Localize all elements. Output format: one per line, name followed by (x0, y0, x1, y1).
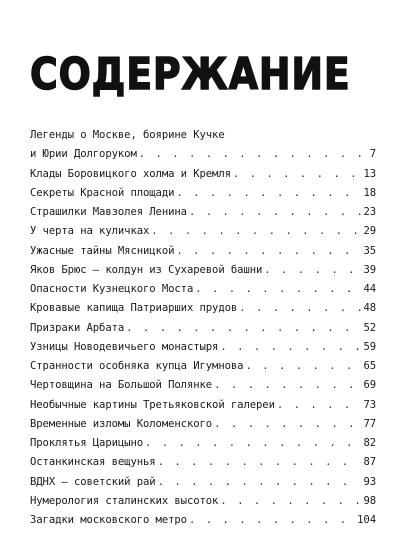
dot-leader (151, 222, 361, 241)
toc-page-number: 82 (363, 437, 376, 449)
toc-entry-title: ВДНХ – советский рай (30, 475, 156, 488)
dot-leader (220, 492, 361, 511)
toc-page-number: 104 (357, 514, 376, 526)
toc-page-number: 7 (369, 148, 376, 161)
dot-leader (239, 299, 361, 318)
toc-entry-line (30, 203, 376, 222)
toc-entry-line (30, 222, 376, 241)
dot-leader (189, 203, 361, 222)
toc-entry-line (30, 434, 376, 453)
toc-entry (30, 357, 376, 376)
dot-leader (220, 338, 361, 357)
dot-leader (189, 511, 355, 530)
toc-entry (30, 434, 376, 453)
dot-leader (145, 434, 361, 453)
toc-entry (30, 126, 376, 165)
toc-page-number: 39 (363, 263, 376, 276)
toc-entry (30, 473, 376, 492)
toc-entry (30, 261, 376, 280)
toc-page-number: 18 (363, 186, 376, 199)
toc-page-number: 59 (363, 340, 376, 353)
toc-entry-title: Останкинская вещунья (30, 456, 156, 469)
toc-entry-title: Необычные картины Третьяковской галереи (30, 398, 275, 411)
dot-leader (158, 473, 362, 492)
toc-entry-title: У черта на куличках (30, 225, 150, 238)
toc-page-number: 29 (363, 225, 376, 238)
toc-entry (30, 242, 376, 261)
toc-entry-line (30, 145, 376, 164)
toc-entry (30, 299, 376, 318)
toc-entry-title: Ужасные тайны Мясницкой (30, 244, 175, 257)
toc-entry-line (30, 319, 376, 338)
toc-entry-title: Узницы Новодевичьего монастыря (30, 340, 219, 353)
toc-page-number: 98 (363, 494, 376, 507)
toc-entry-title: Легенды о Москве, боярине Кучке (30, 129, 225, 141)
toc-entry-title: Опасности Кузнецкого Моста (30, 283, 194, 295)
table-of-contents (30, 126, 376, 530)
toc-entry (30, 184, 376, 203)
toc-entry (30, 338, 376, 357)
toc-entry-line (30, 376, 376, 395)
dot-leader (176, 242, 361, 261)
toc-page-number: 35 (363, 244, 376, 257)
dot-leader (195, 280, 361, 299)
toc-entry-line (30, 357, 376, 376)
toc-entry-title: Проклятья Царицыно (30, 437, 144, 449)
toc-entry-title: Яков Брюс – колдун из Сухаревой башни (30, 263, 263, 276)
toc-entry-title: Призраки Арбата (30, 321, 125, 334)
toc-page-number: 69 (363, 379, 376, 392)
toc-entry-line (30, 338, 376, 357)
toc-entry-line (30, 453, 376, 472)
toc-entry (30, 396, 376, 415)
toc-entry-line (30, 184, 376, 203)
toc-entry (30, 511, 376, 530)
toc-entry-title: и Юрии Долгоруком (30, 148, 137, 161)
dot-leader (126, 319, 361, 338)
toc-entry-line (30, 473, 376, 492)
title-block (30, 44, 370, 106)
toc-entry-title: Чертовщина на Большой Полянке (30, 379, 213, 392)
toc-page-number: 87 (363, 456, 376, 469)
toc-entry-line (30, 126, 376, 145)
toc-page-number: 93 (363, 475, 376, 488)
toc-entry-title: Странности особняка купца Игумнова (30, 360, 244, 372)
dot-leader (277, 396, 362, 415)
toc-page-number: 77 (363, 417, 376, 430)
toc-entry (30, 376, 376, 395)
toc-page-number: 44 (363, 283, 376, 295)
dot-leader (139, 145, 368, 164)
toc-entry-line (30, 511, 376, 530)
toc-entry (30, 415, 376, 434)
toc-page-number: 52 (363, 321, 376, 334)
toc-entry-title: Временные изломы Коломенского (30, 417, 213, 430)
toc-entry-line (30, 415, 376, 434)
toc-entry-line (30, 242, 376, 261)
dot-leader (264, 261, 361, 280)
toc-entry (30, 492, 376, 511)
toc-entry-title: Кровавые капища Патриарших прудов (30, 302, 238, 315)
toc-entry-line (30, 280, 376, 299)
toc-page-number: 65 (363, 360, 376, 372)
toc-entry (30, 453, 376, 472)
toc-entry-line (30, 165, 376, 184)
toc-page-number: 48 (363, 302, 376, 315)
dot-leader (176, 184, 361, 203)
toc-entry (30, 319, 376, 338)
toc-entry-title: Страшилки Мавзолея Ленина (30, 206, 187, 218)
dot-leader (158, 453, 362, 472)
toc-entry-title: Секреты Красной площади (30, 186, 175, 199)
toc-entry (30, 280, 376, 299)
toc-entry-title: Нумерология сталинских высоток (30, 494, 219, 507)
page-title: СОДЕРЖАНИЕ (30, 49, 351, 100)
toc-page-number: 23 (363, 206, 376, 218)
toc-entry (30, 203, 376, 222)
toc-entry-line (30, 492, 376, 511)
toc-entry-title: Загадки московского метро (30, 514, 187, 526)
toc-entry (30, 165, 376, 184)
dot-leader (214, 415, 361, 434)
toc-entry (30, 222, 376, 241)
toc-entry-line (30, 261, 376, 280)
toc-entry-title: Клады Боровицкого холма и Кремля (30, 167, 231, 180)
toc-entry-line (30, 396, 376, 415)
dot-leader (233, 165, 362, 184)
toc-entry-line (30, 299, 376, 318)
dot-leader (214, 376, 361, 395)
toc-page-number: 73 (363, 398, 376, 411)
toc-page-number: 13 (363, 167, 376, 180)
dot-leader (245, 357, 361, 376)
